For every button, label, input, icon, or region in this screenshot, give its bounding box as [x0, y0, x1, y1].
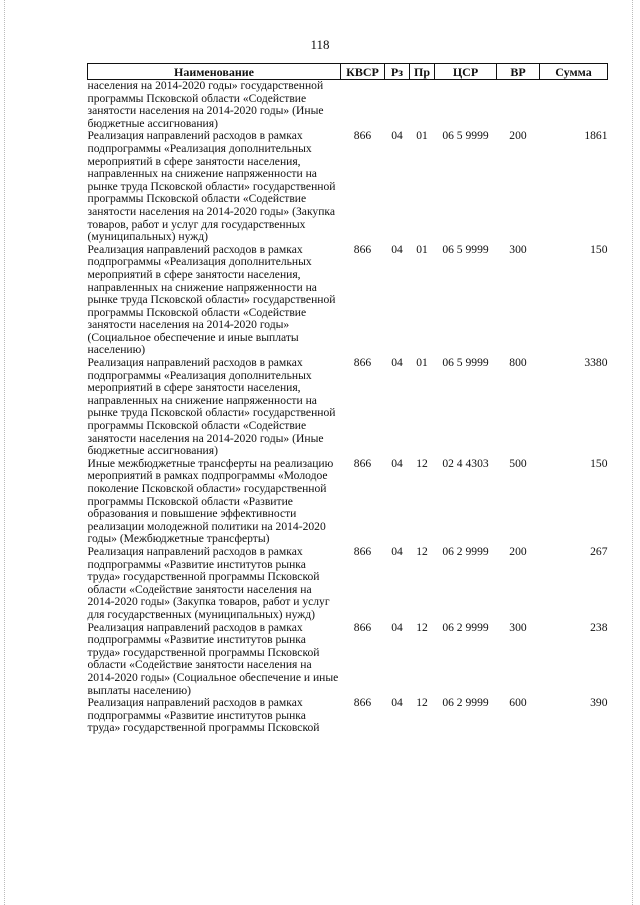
table-row	[88, 80, 608, 131]
row-rz: 04	[391, 129, 403, 143]
page-number: 118	[310, 37, 330, 52]
row-kvsr: 866	[353, 544, 372, 558]
row-csr	[435, 80, 497, 131]
row-name: Реализация направлений расходов в рамках подпрограммы «Развитие институтов рынка труда» государственной программы Псковской области «Содействие занятости населения на 2014-2020 годы» (Социальное обеспечение и иные выплаты населению)	[87, 620, 339, 697]
row-name: Реализация направлений расходов в рамках подпрограммы «Реализация дополнительных мероприятий в сфере занятости населения, направленных на снижение напряженности на рынке труда Псковской области» государственной программы Псковской области «Содействие занятости населения на 2014-2020 годы» (Иные бюджетные ассигнования)	[87, 356, 336, 458]
header-pr: Пр	[410, 64, 435, 80]
table-row	[88, 622, 608, 698]
left-margin-line	[4, 0, 5, 905]
row-sum	[540, 80, 608, 131]
row-name: Реализация направлений расходов в рамках подпрограммы «Реализация дополнительных мероприятий в сфере занятости населения, направленных на снижение напряженности на рынке труда Псковской области» государственной программы Псковской области «Содействие занятости населения на 2014-2020 годы» (Закупка товаров, работ и услуг для государственных (муниципальных) нужд)	[87, 129, 336, 244]
row-csr: 02 4 4303	[442, 456, 489, 470]
row-sum: 390	[590, 696, 608, 710]
table-row	[88, 130, 608, 243]
header-vr: ВР	[497, 64, 540, 80]
row-sum: 238	[590, 620, 608, 634]
table-row	[88, 458, 608, 546]
row-kvsr: 866	[353, 696, 372, 710]
row-vr: 800	[509, 356, 527, 370]
row-pr: 01	[416, 356, 428, 370]
row-name: Реализация направлений расходов в рамках подпрограммы «Развитие институтов рынка труда» государственной программы Псковской	[87, 696, 320, 735]
row-sum: 3380	[584, 356, 608, 370]
row-rz: 04	[391, 356, 403, 370]
row-sum: 1861	[584, 129, 608, 143]
row-sum: 150	[590, 242, 608, 256]
row-sum: 267	[590, 544, 608, 558]
row-vr: 300	[509, 242, 527, 256]
row-pr: 12	[416, 620, 428, 634]
row-csr: 06 5 9999	[442, 129, 489, 143]
row-csr: 06 5 9999	[442, 242, 489, 256]
row-vr: 300	[509, 620, 527, 634]
table-row	[88, 357, 608, 458]
row-rz: 04	[391, 620, 403, 634]
right-margin-line	[632, 0, 633, 905]
row-kvsr: 866	[353, 456, 372, 470]
row-vr: 500	[509, 456, 527, 470]
row-pr: 12	[416, 456, 428, 470]
row-kvsr: 866	[353, 356, 372, 370]
table-header-row	[88, 64, 608, 80]
row-name: Иные межбюджетные трансферты на реализацию мероприятий в рамках подпрограммы «Молодое поколение Псковской области» государственной программы Псковской области «Развитие образования и повышение эффективности реализации молодежной политики на 2014-2020 годы» (Межбюджетные трансферты)	[87, 456, 334, 546]
row-pr: 01	[416, 129, 428, 143]
row-name: населения на 2014-2020 годы» государственной программы Псковской области «Содействие занятости населения на 2014-2020 годы» (Иные бюджетные ассигнования)	[87, 79, 324, 130]
row-rz: 04	[391, 544, 403, 558]
header-name: Наименование	[88, 64, 341, 80]
row-pr: 12	[416, 696, 428, 710]
row-rz	[385, 80, 410, 131]
row-kvsr: 866	[353, 242, 372, 256]
row-kvsr	[341, 80, 385, 131]
row-name: Реализация направлений расходов в рамках подпрограммы «Реализация дополнительных мероприятий в сфере занятости населения, направленных на снижение напряженности на рынке труда Псковской области» государственной программы Псковской области «Содействие занятости населения на 2014-2020 годы» (Социальное обеспечение и иные выплаты населению)	[87, 242, 336, 357]
row-csr: 06 5 9999	[442, 356, 489, 370]
row-rz: 04	[391, 456, 403, 470]
row-vr: 200	[509, 129, 527, 143]
row-sum: 150	[590, 456, 608, 470]
header-rz: Рз	[385, 64, 410, 80]
budget-table	[87, 63, 608, 735]
row-csr: 06 2 9999	[442, 696, 489, 710]
table-body	[88, 80, 608, 735]
table-row	[88, 546, 608, 622]
row-vr: 200	[509, 544, 527, 558]
row-pr: 01	[416, 242, 428, 256]
row-csr: 06 2 9999	[442, 620, 489, 634]
row-kvsr: 866	[353, 129, 372, 143]
header-sum: Сумма	[540, 64, 608, 80]
row-pr	[410, 80, 435, 131]
row-pr: 12	[416, 544, 428, 558]
row-name: Реализация направлений расходов в рамках подпрограммы «Развитие институтов рынка труда» государственной программы Псковской области «Содействие занятости населения на 2014-2020 годы» (Закупка товаров, работ и услуг для государственных (муниципальных) нужд)	[87, 544, 330, 621]
row-csr: 06 2 9999	[442, 544, 489, 558]
header-csr: ЦСР	[435, 64, 497, 80]
row-rz: 04	[391, 696, 403, 710]
row-vr	[497, 80, 540, 131]
table-row	[88, 697, 608, 735]
row-rz: 04	[391, 242, 403, 256]
table-row	[88, 244, 608, 357]
row-kvsr: 866	[353, 620, 372, 634]
header-kvsr: КВСР	[341, 64, 385, 80]
row-vr: 600	[509, 696, 527, 710]
